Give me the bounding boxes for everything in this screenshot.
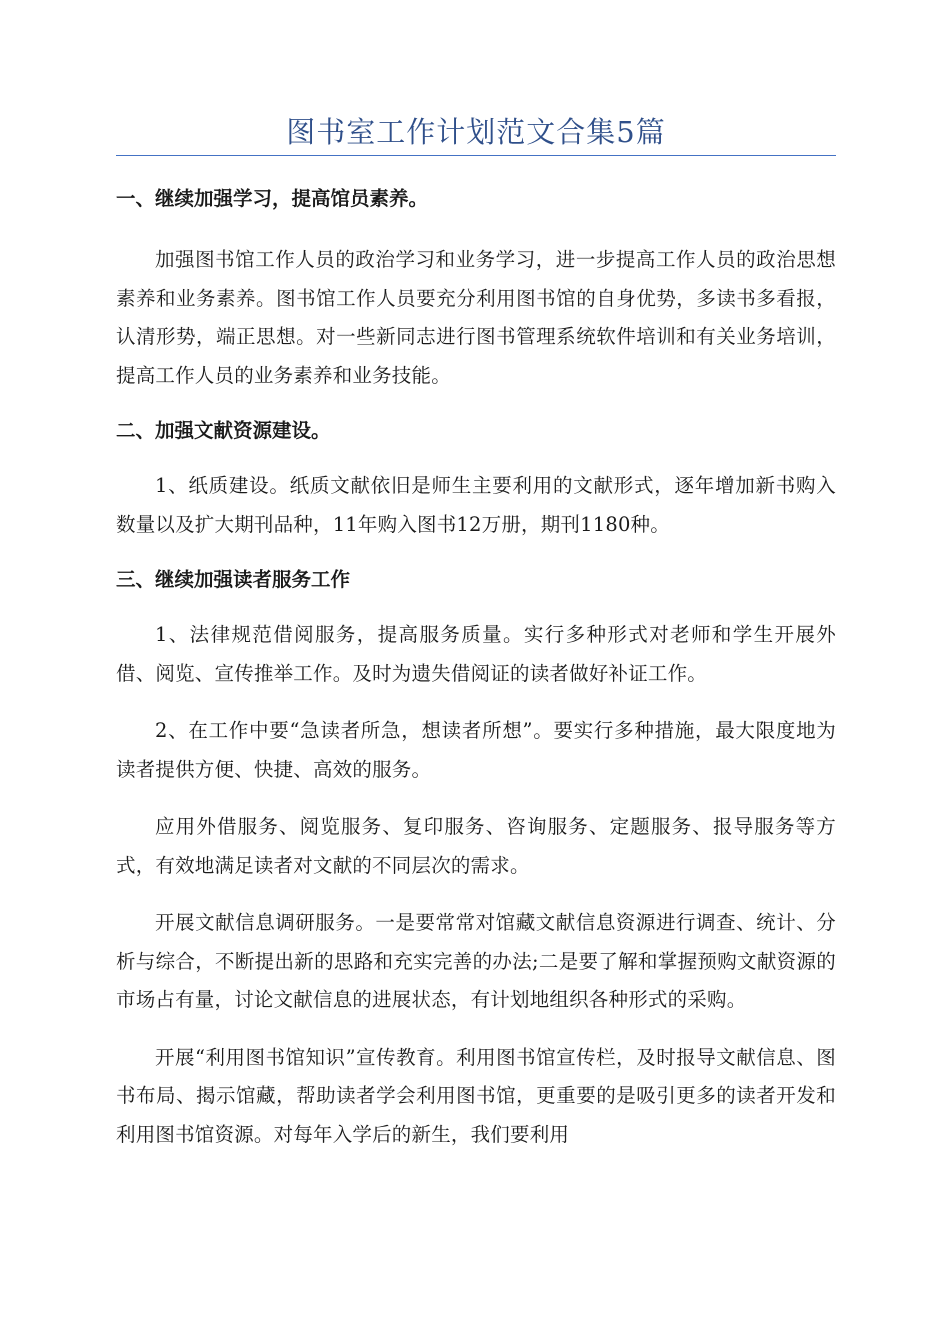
paragraph: 应用外借服务、阅览服务、复印服务、咨询服务、定题服务、报导服务等方式，有效地满足读者对文献的不同层次的需求。 <box>116 815 836 877</box>
section-heading-2: 二、加强文献资源建设。 <box>116 419 331 442</box>
section-heading-1: 一、继续加强学习，提高馆员素养。 <box>116 187 429 210</box>
paragraph: 开展“利用图书馆知识”宣传教育。利用图书馆宣传栏，及时报导文献信息、图书布局、揭示馆藏，帮助读者学会利用图书馆，更重要的是吸引更多的读者开发和利用图书馆资源。对每年入学后的新生，我们要利用 <box>116 1045 836 1146</box>
paragraph: 加强图书馆工作人员的政治学习和业务学习，进一步提高工作人员的政治思想素养和业务素养。图书馆工作人员要充分利用图书馆的自身优势，多读书多看报，认清形势，端正思想。对一些新同志进行图书管理系统软件培训和有关业务培训，提高工作人员的业务素养和业务技能。 <box>116 248 836 387</box>
paragraph: 2、在工作中要“急读者所急，想读者所想”。要实行多种措施，最大限度地为读者提供方便、快捷、高效的服务。 <box>116 719 836 781</box>
section-heading-3: 三、继续加强读者服务工作 <box>116 568 351 591</box>
paragraph: 1、纸质建设。纸质文献依旧是师生主要利用的文献形式，逐年增加新书购入数量以及扩大期刊品种，11年购入图书12万册，期刊1180种。 <box>116 474 836 536</box>
title-underline <box>116 155 836 156</box>
paragraph: 1、法律规范借阅服务，提高服务质量。实行多种形式对老师和学生开展外借、阅览、宣传推举工作。及时为遗失借阅证的读者做好补证工作。 <box>116 623 836 685</box>
document-title: 图书室工作计划范文合集5篇 <box>286 115 666 149</box>
document-page <box>116 0 836 1154</box>
paragraph: 开展文献信息调研服务。一是要常常对馆藏文献信息资源进行调查、统计、分析与综合，不断提出新的思路和充实完善的办法;二是要了解和掌握预购文献资源的市场占有量，讨论文献信息的进展状态，有计划地组织各种形式的采购。 <box>116 911 836 1011</box>
